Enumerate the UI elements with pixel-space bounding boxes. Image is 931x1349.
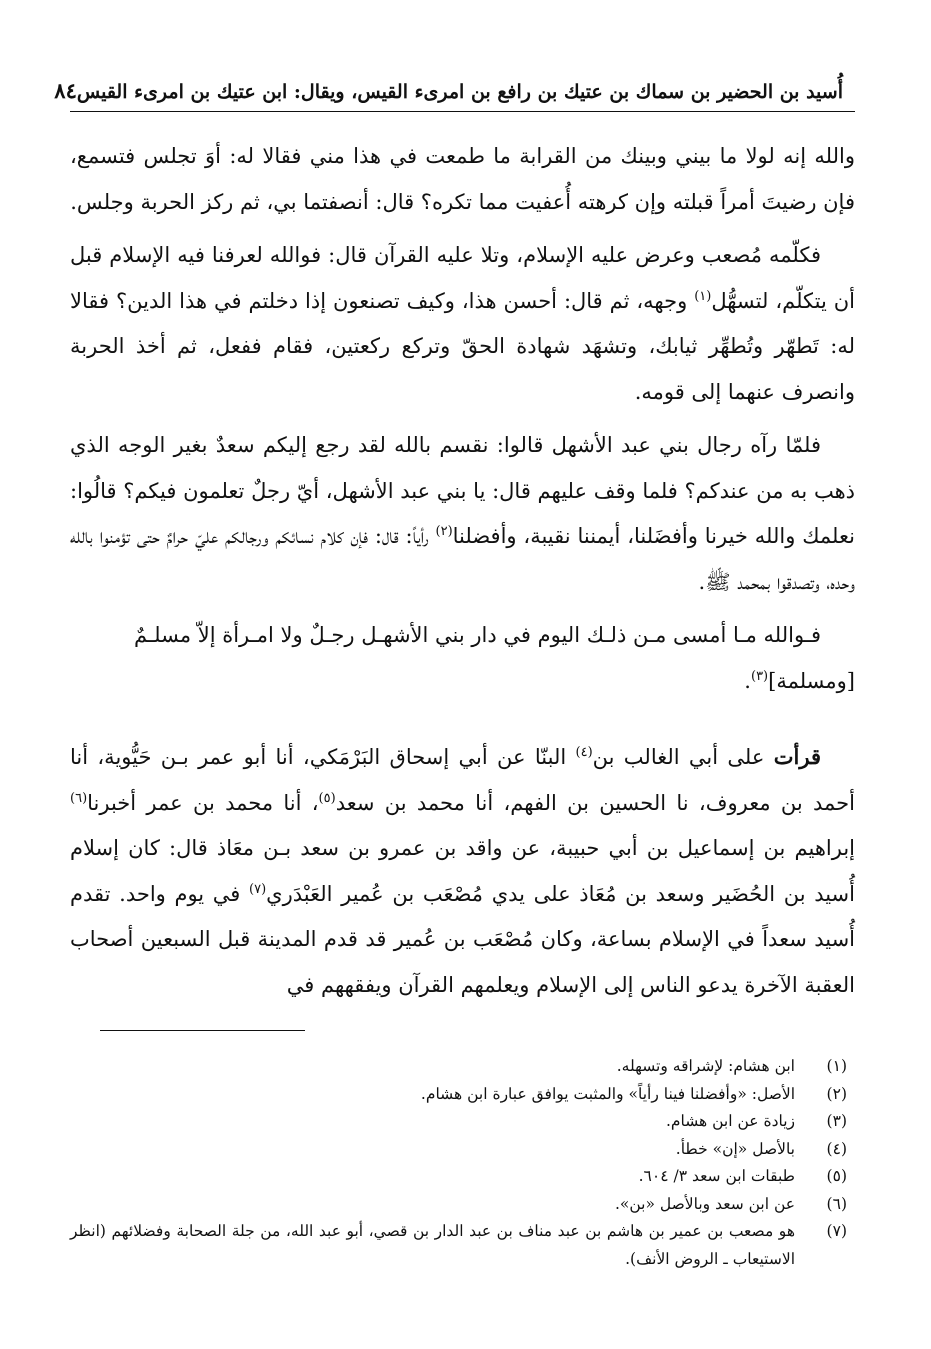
footnote-item bbox=[70, 1053, 855, 1081]
paragraph-2-part-a: فكلّمه مُصعب وعرض عليه الإسلام، وتلا عليه القرآن قال: فوالله لعرفنا فيه الإسلام قبل أن يتكلّم، لتسهُّل bbox=[70, 243, 855, 313]
footnote-item bbox=[70, 1191, 855, 1219]
footnote-number: (٥) bbox=[826, 1167, 847, 1185]
paragraph-3-part-a: فلمّا رآه رجال بني عبد الأشهل قالوا: نقسم بالله لقد رجع إليكم سعدٌ بغير الوجه الذي ذهب به من عندكم؟ فلما وقف عليهم قال: يا بني عبد الأشهل، أيّ رجلٌ تعلمون فيكم؟ قالُوا: نعلمك والله خيرنا وأفضَلنا، أيمننا نقيبة، وأفضلنا bbox=[70, 433, 855, 548]
footnote-item bbox=[70, 1136, 855, 1164]
footnote-item bbox=[70, 1163, 855, 1191]
paragraph-5-part-b: البنّا عن أبي إسحاق البَرْمَكي، أنا أبو عمر بـن حَيُّوية، أنا أحمد بن معروف، نا الحسين بن الفهم، أنا محمد بن سعد bbox=[70, 745, 855, 815]
footnote-text: بالأصل «إن» خطأ. bbox=[675, 1139, 795, 1158]
paragraph-5-part-e: في يوم واحد. تقدم أُسيد سعداً في الإسلام بساعة، وكان مُصْعَب بن عُمير قد قدم المدينة قبل السبعين أصحاب العقبة الآخرة يدعو الناس إلى الإسلام ويعلمهم القرآن ويفقههم في bbox=[70, 881, 855, 997]
paragraph-2 bbox=[70, 233, 855, 415]
note-ref-7[interactable]: (٧) bbox=[249, 881, 267, 897]
footnote-text: طبقات ابن سعد ٣/ ٦٠٤. bbox=[638, 1167, 795, 1185]
footnote-number: (١) bbox=[826, 1057, 847, 1075]
paragraph-3-part-b: رأياً: قال: فإن كلام نسائكم ورجالكم عليّ حرامٌ حتى تؤمنوا بالله وحده، وتصدقوا بمحمد ﷺ. bbox=[70, 524, 855, 594]
paragraph-3 bbox=[70, 423, 855, 605]
paragraph-4 bbox=[70, 613, 855, 659]
paragraph-4-bracket: [ومسلمة] bbox=[768, 668, 855, 693]
running-title: أُسيد بن الحضير بن سماك بن عتيك بن رافع بن امرىء القيس، ويقال: ابن عتيك بن امرىء القيس bbox=[76, 81, 843, 103]
note-ref-4[interactable]: (٤) bbox=[575, 745, 593, 760]
paragraph-5-part-d: إبراهيم بن إسماعيل بن أبي حبيبة، عن واقد بن عمرو بن سعد بـن معَاذ قال: كان إسلام أُسيد بن الحُضَير وسعد بن مُعَاذ على يدي مُصْعَب بن عُمير العَبْدَري bbox=[70, 836, 855, 906]
note-ref-3[interactable]: (٣) bbox=[750, 668, 769, 684]
note-ref-1[interactable]: (١) bbox=[694, 288, 712, 304]
footnote-text: هو مصعب بن عمير بن هاشم بن عبد مناف بن عبد الدار بن قصي، أبو عبد الله، من جلة الصحابة وفضلائهم (انظر الاستيعاب ـ الروض الأنف). bbox=[70, 1222, 795, 1268]
footnote-divider bbox=[100, 1030, 305, 1031]
note-ref-5[interactable]: (٥) bbox=[318, 790, 336, 806]
footnote-number: (٧) bbox=[826, 1222, 847, 1240]
footnote-number: (٣) bbox=[826, 1112, 847, 1130]
paragraph-4-text: فـوالله مـا أمسى مـن ذلـك اليوم في دار بني الأشهـل رجـلٌ ولا امـرأة إلاّ مسلـمٌ bbox=[134, 623, 821, 647]
paragraph-2-part-b: وجهه، ثم قال: أحسن هذا، وكيف تصنعون إذا دخلتم في هذا الدين؟ فقالا له: تَطهّر وتُطهِّر ثيابك، وتشهَد شهادة الحقّ وتركع ركعتين، فقام ففعل، ثم أخذ الحربة وانصرف عنهما إلى قومه. bbox=[70, 288, 855, 404]
page-number: ٨٤ bbox=[54, 78, 77, 103]
footnote-number: (٤) bbox=[826, 1139, 847, 1158]
book-page bbox=[54, 78, 855, 1273]
footnote-item bbox=[70, 1081, 855, 1109]
footnote-number: (٢) bbox=[826, 1084, 847, 1103]
footnote-text: ابن هشام: لإشراقه وتسهله. bbox=[616, 1057, 795, 1075]
footnote-number: (٦) bbox=[826, 1194, 847, 1213]
paragraph-4-tail: [ومسلمة]$^{(٣)}$. bbox=[744, 668, 855, 693]
main-text bbox=[70, 134, 855, 1008]
note-ref-6[interactable]: (٦) bbox=[70, 790, 88, 806]
running-header bbox=[54, 78, 855, 112]
footnote-text: الأصل: «وأفضلنا فينا رأياً» والمثبت يوافق عبارة ابن هشام. bbox=[420, 1084, 795, 1103]
footnotes bbox=[70, 1053, 855, 1273]
note-ref-2[interactable]: (٢) bbox=[435, 524, 453, 539]
paragraph-5-part-c: ، أنا محمد بن عمر أخبرنا bbox=[87, 790, 319, 815]
footnote-text: زيادة عن ابن هشام. bbox=[665, 1112, 795, 1130]
paragraph-1: والله إنه لولا ما بيني وبينك من القرابة ما طمعت في هذا مني فقالا له: أوَ تجلس فتسمع، فإن رضيتَ أمراً قبلته وإن كرهته أُعفيت مما تكره؟ قال: أنصفتما بي، ثم ركز الحربة وجلس. bbox=[70, 144, 855, 214]
footnote-item bbox=[70, 1218, 855, 1273]
reading-lead: قرأت bbox=[773, 744, 821, 769]
paragraph-5-part-a: على أبي الغالب بن bbox=[592, 745, 765, 769]
footnote-item bbox=[70, 1108, 855, 1136]
paragraph-5 bbox=[70, 734, 855, 1008]
footnote-text: عن ابن سعد وبالأصل «بن». bbox=[614, 1194, 795, 1213]
